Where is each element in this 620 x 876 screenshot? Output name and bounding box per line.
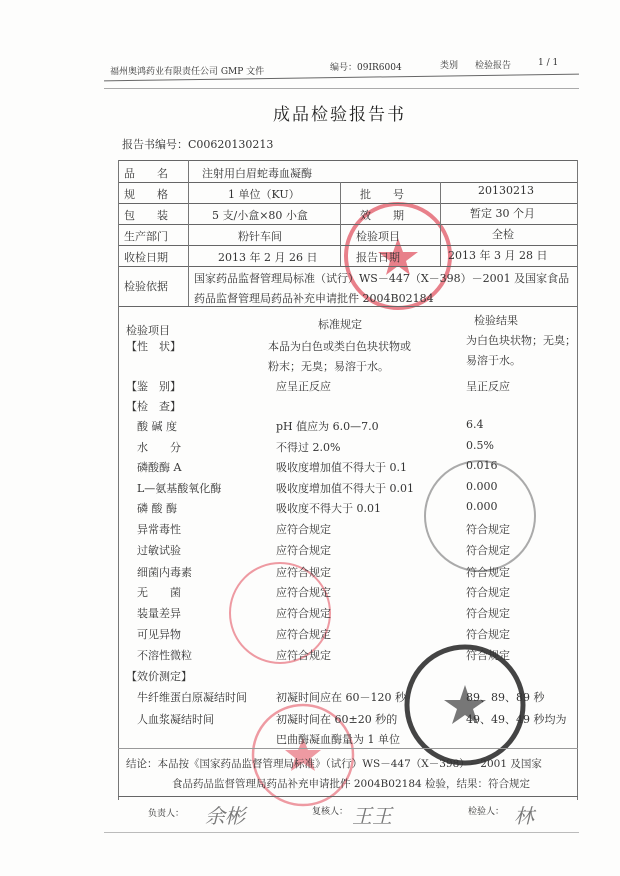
test-item: 磷酸酶 A bbox=[126, 461, 182, 474]
test-item: 细菌内毒素 bbox=[126, 566, 192, 579]
test-item: 【性 状】 bbox=[126, 340, 181, 353]
test-item: 水 分 bbox=[126, 441, 181, 454]
test-item: 不溶性微粒 bbox=[126, 649, 192, 662]
pack-label: 包 装 bbox=[124, 209, 168, 222]
receive-date: 2013 年 2 月 26 日 bbox=[218, 251, 318, 264]
dept-label: 生产部门 bbox=[124, 230, 168, 243]
report-date: 2013 年 3 月 28 日 bbox=[448, 249, 548, 262]
report-number: 报告书编号：C00620130213 bbox=[122, 138, 274, 151]
test-standard: 巴曲酶凝血酶量为 1 单位 bbox=[276, 733, 400, 746]
conclusion-line-2: 食品药品监督管理局药品补充申请批件 2004B02184 检验，结果：符合规定 bbox=[172, 778, 531, 790]
test-result: 易溶于水。 bbox=[466, 354, 521, 367]
test-result: 49、49、49 秒均为 bbox=[466, 713, 567, 726]
test-standard: 吸收度不得大于 0.01 bbox=[276, 502, 381, 515]
test-standard: pH 值应为 6.0—7.0 bbox=[276, 420, 379, 433]
test-result: 符合规定 bbox=[466, 649, 510, 662]
page-number: 1 / 1 bbox=[538, 58, 559, 68]
pack-value: 5 支/小盒×80 小盒 bbox=[212, 209, 308, 222]
spec-label: 规 格 bbox=[124, 188, 168, 201]
test-standard: 吸收度增加值不得大于 0.1 bbox=[276, 461, 407, 474]
test-result: 呈正反应 bbox=[466, 380, 510, 393]
responsible-label: 负责人： bbox=[148, 809, 185, 819]
test-item: 可见异物 bbox=[126, 628, 181, 641]
inspection-seal-stamp bbox=[400, 640, 530, 770]
test-result: 0.000 bbox=[466, 480, 498, 493]
test-result: 符合规定 bbox=[466, 607, 510, 620]
product-name: 注射用白眉蛇毒血凝酶 bbox=[202, 167, 312, 180]
expiry-value: 暂定 30 个月 bbox=[470, 207, 535, 220]
test-standard: 粉末；无臭；易溶于水。 bbox=[268, 360, 389, 373]
batch-value: 20130213 bbox=[478, 184, 534, 197]
category-label: 类别 bbox=[440, 61, 459, 71]
test-result: 符合规定 bbox=[466, 523, 510, 536]
responsible-signature: 余彬 bbox=[205, 804, 245, 828]
test-standard: 初凝时间在 60±20 秒的 bbox=[276, 713, 398, 726]
test-standard: 应符合规定 bbox=[276, 649, 331, 662]
spec-value: 1 单位（KU） bbox=[228, 188, 300, 201]
test-standard: 应符合规定 bbox=[276, 544, 331, 557]
batch-label: 批 号 bbox=[360, 188, 404, 201]
test-standard: 本品为白色或类白色块状物或 bbox=[268, 340, 411, 353]
test-item: 磷 酸 酶 bbox=[126, 502, 177, 515]
test-item: 酸 碱 度 bbox=[126, 420, 177, 433]
test-standard: 应符合规定 bbox=[276, 607, 331, 620]
test-item: 【效价测定】 bbox=[126, 670, 192, 683]
inspector-label: 检验人： bbox=[468, 807, 505, 817]
test-standard: 应符合规定 bbox=[276, 523, 331, 536]
conclusion-line-1: 结论：本品按《国家药品监督管理局标准》（试行）WS－447（X－398）－2001 及国家 bbox=[126, 758, 542, 770]
test-item: 人血浆凝结时间 bbox=[126, 713, 214, 726]
test-result: 符合规定 bbox=[466, 586, 510, 599]
test-item: L—氨基酸氧化酶 bbox=[126, 482, 222, 495]
dept-value: 粉针车间 bbox=[238, 230, 282, 243]
test-item: 过敏试验 bbox=[126, 544, 181, 557]
company-header: 福州奥鸿药业有限责任公司 GMP 文件 bbox=[110, 67, 265, 77]
test-result: 符合规定 bbox=[466, 544, 510, 557]
column-item: 检验项目 bbox=[126, 324, 170, 337]
test-item: 无 菌 bbox=[126, 586, 181, 599]
column-standard: 标准规定 bbox=[318, 318, 362, 331]
page-title: 成品检验报告书 bbox=[273, 105, 406, 125]
basis-line-1: 国家药品监督管理局标准（试行）WS－447（X－398）－2001 及国家食品 bbox=[194, 272, 570, 285]
test-result: 为白色块状物；无臭； bbox=[466, 334, 576, 347]
report-date-label: 报告日期 bbox=[356, 251, 400, 264]
items-value: 全检 bbox=[492, 228, 514, 241]
items-label: 检验项目 bbox=[356, 230, 400, 243]
test-standard: 初凝时间应在 60－120 秒 bbox=[276, 691, 406, 704]
test-item: 【鉴 别】 bbox=[126, 380, 181, 393]
test-standard: 吸收度增加值不得大于 0.01 bbox=[276, 482, 414, 495]
test-result: 89、89、89 秒 bbox=[466, 691, 545, 704]
category-value: 检验报告 bbox=[475, 61, 512, 71]
inspection-stamp-faint bbox=[420, 456, 540, 576]
test-standard: 应呈正反应 bbox=[276, 380, 331, 393]
test-standard: 不得过 2.0% bbox=[276, 441, 341, 454]
test-result: 符合规定 bbox=[466, 628, 510, 641]
test-item: 【检 查】 bbox=[126, 400, 181, 413]
test-result: 0.5% bbox=[466, 439, 494, 452]
inspector-signature: 林 bbox=[514, 804, 534, 828]
test-item: 牛纤维蛋白原凝结时间 bbox=[126, 691, 247, 704]
test-item: 装量差异 bbox=[126, 607, 181, 620]
expiry-label: 效 期 bbox=[360, 209, 404, 222]
test-result: 6.4 bbox=[466, 418, 484, 431]
receive-date-label: 收检日期 bbox=[124, 251, 168, 264]
header-rule bbox=[104, 88, 579, 89]
test-standard: 应符合规定 bbox=[276, 566, 331, 579]
test-result: 0.000 bbox=[466, 500, 498, 513]
test-standard: 应符合规定 bbox=[276, 628, 331, 641]
basis-label: 检验依据 bbox=[124, 280, 168, 293]
document-code: 编号：09IR6004 bbox=[330, 63, 402, 73]
test-item: 异常毒性 bbox=[126, 523, 181, 536]
basis-line-2: 药品监督管理局药品补充申请批件 2004B02184 bbox=[194, 292, 434, 305]
test-result: 符合规定 bbox=[466, 566, 510, 579]
reviewer-signature: 王王 bbox=[352, 804, 392, 828]
reviewer-label: 复核人： bbox=[312, 807, 349, 817]
test-result: 0.016 bbox=[466, 459, 498, 472]
name-label: 品 名 bbox=[124, 167, 168, 180]
test-standard: 应符合规定 bbox=[276, 586, 331, 599]
column-result: 检验结果 bbox=[474, 314, 518, 327]
